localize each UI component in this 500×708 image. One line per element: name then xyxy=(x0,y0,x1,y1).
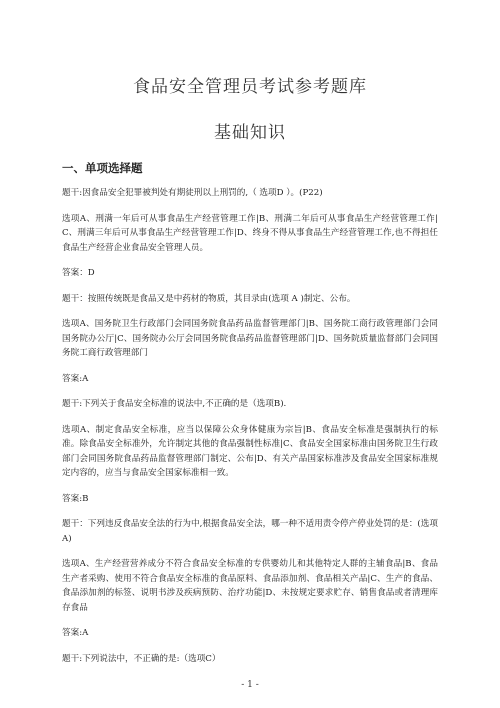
question-1-answer: 答案：D xyxy=(62,268,95,278)
question-3-options: 选项A、制定食品安全标准，应当以保障公众身体健康为宗旨|B、食品安全标准是强制执行的标准。除食品安全标准外，允许制定其他的食品强制性标准|C、食品安全国家标准由国务院卫生行政部门会同国务院食品药品监督管理部门制定、公布|D、有关产品国家标准涉及食品安全国家标准规定内容的，应当与食品安全国家标准相一致。 xyxy=(62,424,438,478)
question-4-options: 选项A、生产经营营养成分不符合食品安全标准的专供婴幼儿和其他特定人群的主辅食品|B、食品生产者采购、使用不符合食品安全标准的食品原料、食品添加剂、食品相关产品|C、生产的食品、食品添加剂的标签、说明书涉及疾病预防、治疗功能|D、未按规定要求贮存、销售食品或者清理库存食品 xyxy=(62,559,438,613)
question-4-answer: 答案:A xyxy=(62,628,89,638)
question-3-stem: 题干:下列关于食品安全标准的说法中,不正确的是（选项B). xyxy=(62,399,287,409)
question-2-options: 选项A、国务院卫生行政部门会同国务院食品药品监督管理部门|B、国务院工商行政管理部门会同国务院办公厅|C、国务院办公厅会同国务院食品药品监督管理部门|D、国务院质量监督部门会同国务院工商行政管理部门 xyxy=(62,319,438,358)
question-2-answer: 答案:A xyxy=(62,373,89,384)
document-subtitle: 基础知识 xyxy=(214,123,286,143)
question-5-stem: 题干:下列说法中，不正确的是:（选项C） xyxy=(62,653,221,664)
question-1-stem: 题干:因食品安全犯罪被判处有期徒刑以上刑罚的,（ 选项D ）。(P22) xyxy=(62,188,323,198)
question-list xyxy=(62,186,438,677)
question-3-answer: 答案:B xyxy=(62,493,89,504)
section-heading: 一、单项选择题 xyxy=(62,161,143,175)
document-title: 食品安全管理员考试参考题库 xyxy=(133,77,367,97)
question-2-stem: 题干：按照传统既是食品又是中药材的物质，其目录由(选项 A )制定、公布。 xyxy=(62,293,356,304)
question-1-options: 选项A、刑满一年后可从事食品生产经营管理工作|B、刑满二年后可从事食品生产经营管理工作|C、刑满三年后可从事食品生产经营管理工作|D、终身不得从事食品生产经营管理工作,也不得担任食品生产经营企业食品安全管理人员。 xyxy=(62,213,438,253)
question-4-stem: 题干：下列违反食品安全法的行为中,根据食品安全法，哪一种不适用责令停产停业处罚的是：(选项A) xyxy=(62,519,438,544)
page-number: - 1 - xyxy=(241,680,259,690)
